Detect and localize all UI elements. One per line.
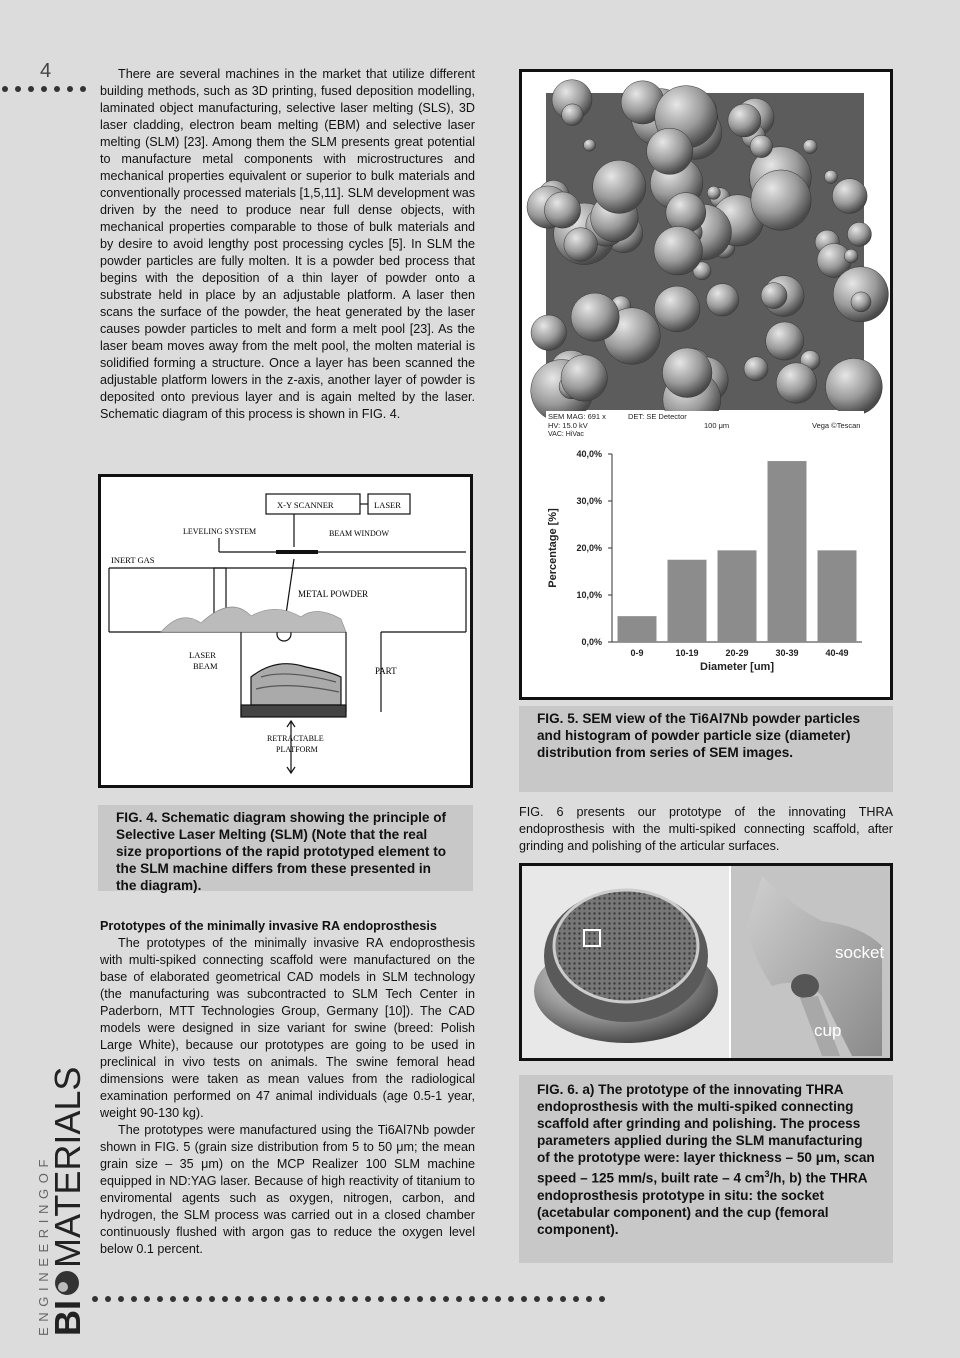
sem-info-bar [546,411,864,438]
fig6-photo-svg [522,866,890,1058]
brand-logo-circle [55,1271,79,1295]
y-tick-label: 10,0% [576,590,602,600]
histogram-bar [668,560,707,642]
fig6-intro-text: FIG. 6 presents our prototype of the innovating THRA endoprosthesis with the multi-spiked connecting scaffold, after grinding and polishing of the articular surfaces. [519,805,893,853]
x-tick-label: 20-29 [725,648,749,658]
x-tick-label: 30-39 [775,648,799,658]
prototypes-paragraph-2: The prototypes were manufactured using the Ti6Al7Nb powder shown in FIG. 5 (grain size distribution from 5 to 50 μm; the mean grain size – 35 μm) on the MCP Realizer 100 SLM machine equipped in ND:YAG laser. Because of high reactivity of titanium to enviromental agents such as oxygen, nitrogen, carbon, and hydrogen, the SLM process was carried out in a closed chamber continuously flushed with argon gas to reduce the oxygen level below 0.1 percent. [100,1123,475,1256]
fig6-photos [519,863,893,1061]
x-tick-label: 40-49 [825,648,849,658]
intro-paragraph: There are several machines in the market that utilize different building methods, such as 3D printing, fused deposition modelling, laminated object manufacturing, selective laser melting (SLS), 3D laser cladding, electron beam melting (EBM) and selective laser melting (SLM) [23]. Among them the SLM presents great potential to manufacture metal components with microstructures and mechanical properties equivalent or superior to bulk materials and conventionally processed materials [1,5,11]. SLM development was driven by the need to produce near full dense objects, with mechanical properties comparable to those of bulk materials and by desire to avoid lengthy post processing cycles [5]. In SLM the powder particles are fully molten. It is a powder bed process that begins with the deposition of a thin layer of powder onto a substrate held in place by an adjustable platform. A laser then scans the surface of the powder, the heat generated by the laser causes powder particles to melt and form a melt pool [23]. As the laser beam moves away from the melt pool, the molten material is solidified forming a structure. Once a layer has been scanned the adjustable platform lowers in the z-axis, another layer of powder is deposited onto previous layer and is again melted by the laser. Schematic diagram of this process is shown in FIG. 4. [100,67,475,421]
label-inert-gas: INERT GAS [111,555,155,565]
fig6-caption-text-end: /h, b) the THRA endoprosthesis prototype in situ: the socket (acetabular component) and the cup (femoral component). [537,1170,868,1237]
x-tick-label: 10-19 [675,648,699,658]
label-laser-beam: LASER [189,650,216,660]
histogram-bar [618,616,657,642]
fig5-caption: FIG. 5. SEM view of the Ti6Al7Nb powder particles and histogram of powder particle size (diameter) distribution from series of SEM images. [519,706,893,792]
label-leveling-system: LEVELING SYSTEM [183,527,257,536]
label-cup: cup [814,1021,842,1040]
y-tick-label: 20,0% [576,543,602,553]
y-tick-label: 40,0% [576,449,602,459]
sem-detector: DET: SE Detector [628,412,687,421]
y-tick-label: 0,0% [581,637,602,647]
y-axis-label: Percentage [%] [547,508,559,588]
label-xy-scanner: X-Y SCANNER [277,500,334,510]
section-heading: Prototypes of the minimally invasive RA endoprosthesis [100,919,437,933]
brand-bi: BI [47,1300,88,1336]
sem-scale: 100 μm [704,421,730,430]
slm-schematic-diagram [101,477,470,785]
fig6-caption [519,1075,893,1263]
x-tick-label: 0-9 [630,648,644,658]
histogram-bar [768,461,807,642]
sem-micrograph [546,93,864,410]
fig5-figure [519,69,893,700]
y-tick-label: 30,0% [576,496,602,506]
fig6-caption-superscript: 3 [764,1169,770,1179]
label-platform: PLATFORM [276,745,318,754]
fig6-caption-text: FIG. 6. a) The prototype of the innovating THRA endoprosthesis with the multi-spiked connecting scaffold after grinding and polishing. The process parameters applied during the SLM manufacturing of the prototype were: layer thickness – 50 μm, scan speed – 125 mm/s, built rate – 4 cm [537,1082,875,1186]
label-metal-powder: METAL POWDER [298,589,369,599]
histogram-chart [522,444,890,694]
x-axis-label: Diameter [um] [700,661,774,673]
label-socket: socket [835,943,885,962]
histogram-bar [818,550,857,642]
label-retractable: RETRACTABLE [267,734,324,743]
powder-particles-image [546,93,864,410]
page-number: 4 [40,60,52,82]
sem-brand: Vega ©Tescan [812,421,861,430]
label-part: PART [375,666,397,676]
histogram-bar [718,550,757,642]
prototypes-paragraph-1: The prototypes of the minimally invasive RA endoprosthesis with multi-spiked connecting scaffold were manufactured on the base of elaborated geometrical CAD models in SLM technology (the manufacturing was subcontracted to SLM Tech Center in Paderborn, MTT Technologies Group, Germany [10]). The CAD models were designed in size variant for swine (breed: Polish Large White), because our prototypes are going to be used in preclinical in vivo tests on animals. The swine femoral head dimensions were taken as mean values from the radiological examination performed on 47 animal individuals (age 0.5-1 year, weight 90-130 kg). [100,936,475,1120]
brand-engineering-of: E N G I N E E R I N G O F [36,1158,51,1336]
socket-in-situ [791,974,819,998]
label-laser: LASER [374,500,401,510]
sem-vac: VAC: HiVac [548,431,584,438]
fig4-caption: FIG. 4. Schematic diagram showing the principle of Selective Laser Melting (SLM) (Note that the real size proportions of the rapid prototyped element to the SLM machine differs from these presented in the diagram). [98,805,473,891]
sem-hv: HV: 15.0 kV [548,421,588,430]
fig4-schematic [98,474,473,788]
journal-brand [12,1030,88,1340]
brand-materials: MATERIALS [47,1066,88,1268]
decorative-dots-top [2,86,86,92]
prototypes-section [100,918,475,1258]
intro-section [100,66,475,423]
metal-powder-bed [161,607,346,632]
label-laser-beam-2: BEAM [193,661,218,671]
sem-mag: SEM MAG: 691 x [548,412,606,421]
decorative-dots-bottom [92,1296,605,1302]
label-beam-window: BEAM WINDOW [329,529,390,538]
